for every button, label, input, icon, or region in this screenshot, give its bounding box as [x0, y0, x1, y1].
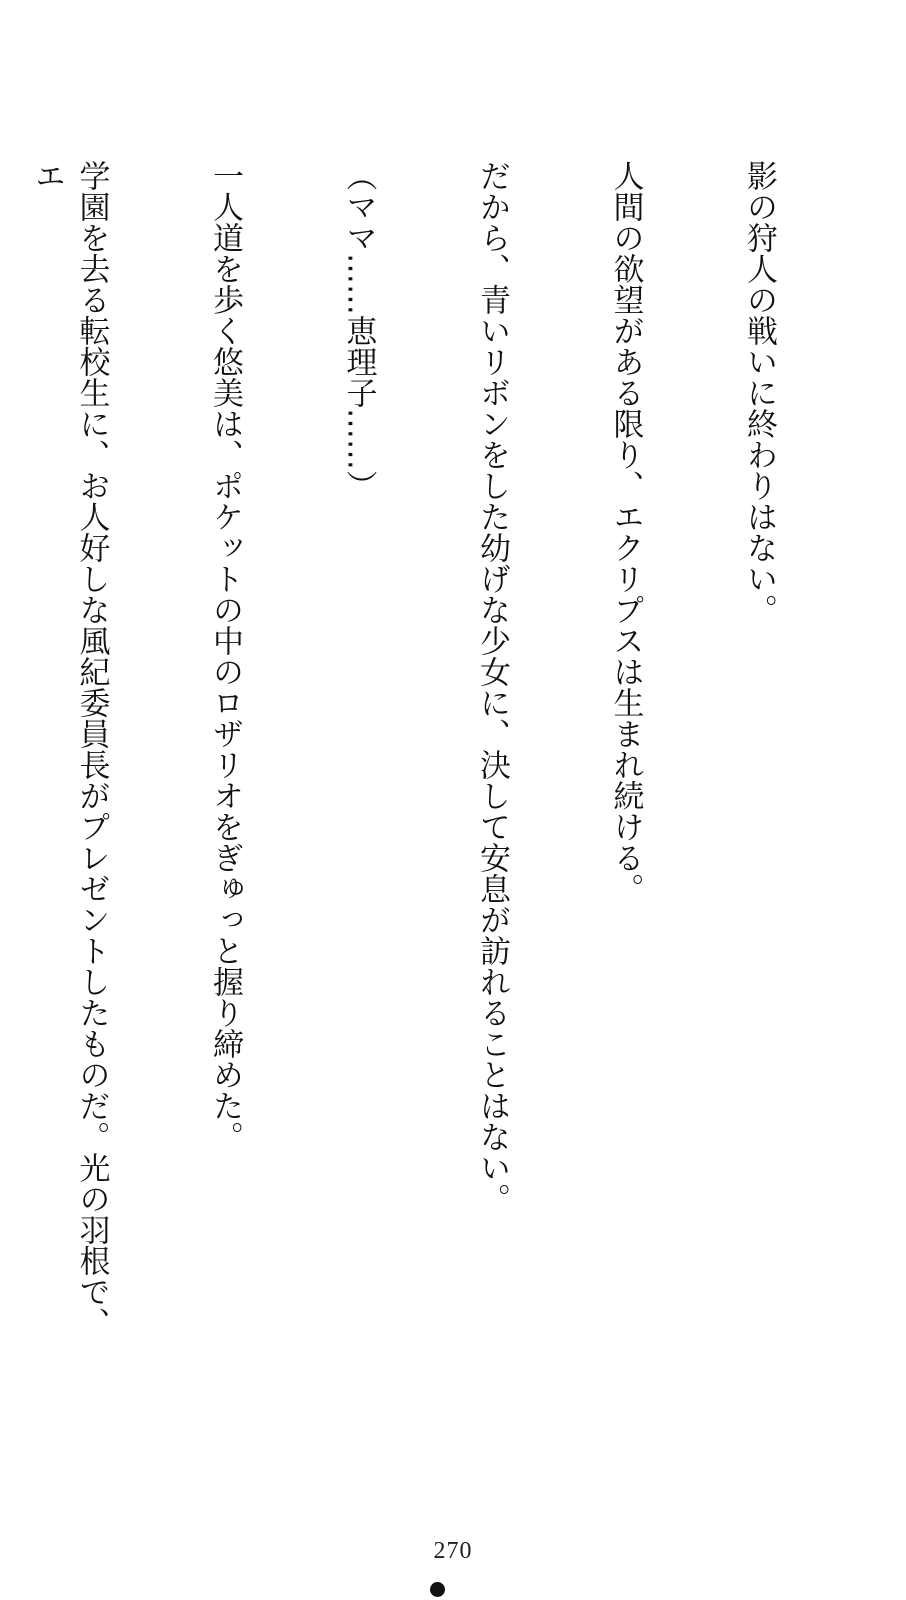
- text-line: 学園を去る転校生に、お人好しな風紀委員長がプレゼントしたものだ。光の羽根で、エ: [29, 160, 110, 1338]
- vertical-text-body: [29, 160, 870, 1340]
- text-line: だから、青いリボンをした幼げな少女に、決して安息が訪れることはない。: [474, 160, 510, 1214]
- text-line: 一人道を歩く悠美は、ポケットの中のロザリオをぎゅっと握り締めた。: [207, 160, 243, 1152]
- text-line: （ママ……恵理子……）: [340, 160, 377, 501]
- page-number: 270: [433, 1538, 473, 1564]
- text-line: 人間の欲望がある限り、エクリプスは生まれ続ける。: [607, 160, 644, 904]
- filled-circle-icon: [430, 1582, 445, 1597]
- text-line: 影の狩人の戦いに終わりはない。: [741, 160, 777, 625]
